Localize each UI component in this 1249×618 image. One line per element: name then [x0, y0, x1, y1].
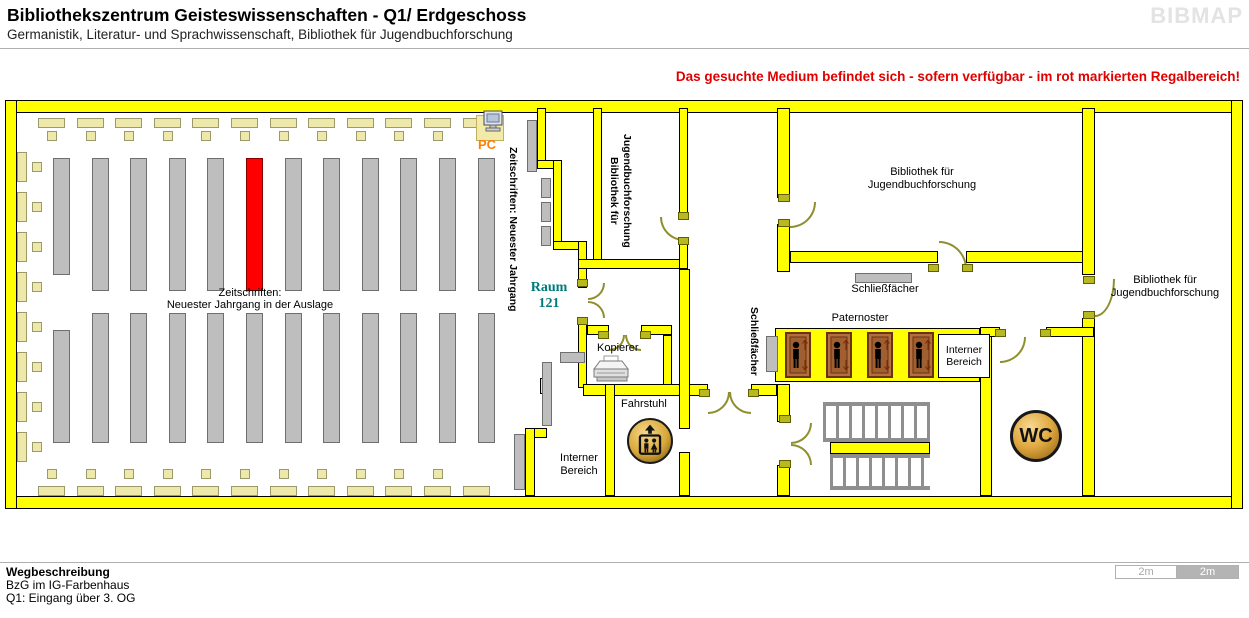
door-arc [790, 202, 816, 228]
reading-table [17, 152, 27, 182]
door-hinge [577, 317, 588, 325]
door-hinge [1083, 311, 1095, 319]
bookshelf [439, 158, 456, 291]
bookshelf [285, 313, 302, 443]
paternoster-door-icon [785, 332, 811, 378]
reading-table [317, 131, 327, 141]
pc-computer-icon [481, 109, 505, 135]
scale-bar [1115, 565, 1239, 579]
paternoster-door-icon [908, 332, 934, 378]
reading-table [47, 469, 57, 479]
door-arc [588, 301, 605, 318]
reading-table [463, 486, 490, 496]
reading-table [17, 432, 27, 462]
bookshelf [53, 158, 70, 275]
bookshelf [207, 313, 224, 443]
bookshelf [207, 158, 224, 291]
wall [777, 224, 790, 272]
zeitschriften-side-label: Zeitschriften: Neuester Jahrgang [507, 146, 519, 312]
door-hinge [995, 329, 1006, 337]
reading-table [115, 118, 142, 128]
locker-block [766, 336, 778, 372]
reading-table [308, 118, 335, 128]
reading-table [17, 272, 27, 302]
reading-table [231, 486, 258, 496]
wall [525, 428, 535, 496]
reading-table [347, 118, 374, 128]
page-subtitle: Germanistik, Literatur- und Sprachwissenschaft, Bibliothek für Jugendbuchforschung [7, 27, 513, 42]
wall [1231, 100, 1243, 509]
reading-table [192, 486, 219, 496]
wall [663, 335, 672, 386]
reading-table [17, 352, 27, 382]
bookshelf [130, 158, 147, 291]
highlight-notice: Das gesuchte Medium befindet sich - sofern verfügbar - im rot markierten Regalbereich! [675, 69, 1240, 84]
reading-table [394, 131, 404, 141]
bookshelf [130, 313, 147, 443]
door-hinge [678, 212, 689, 220]
bookshelf [169, 313, 186, 443]
reading-table [17, 232, 27, 262]
bookshelf [92, 313, 109, 443]
door-hinge [748, 389, 759, 397]
schliessfaecher-lockers [855, 273, 912, 283]
reading-table [77, 486, 104, 496]
reading-table [32, 442, 42, 452]
copier-icon [591, 353, 633, 383]
reading-table [32, 202, 42, 212]
bookshelf [400, 158, 417, 291]
schliessfaecher-label-top: Schließfächer [851, 283, 919, 295]
door-arc [791, 444, 812, 465]
reading-table [433, 131, 443, 141]
wc-label: WC [1019, 424, 1053, 447]
door-hinge [779, 460, 791, 468]
reading-table [47, 131, 57, 141]
schliessfaecher-label-vertical: Schließfächer [748, 306, 760, 376]
wall [1082, 318, 1095, 496]
door-arc [791, 423, 812, 444]
header-divider [0, 48, 1249, 49]
reading-table [201, 131, 211, 141]
locker-block [542, 362, 552, 426]
wall [679, 108, 688, 215]
reading-table [17, 392, 27, 422]
reading-table [270, 118, 297, 128]
reading-table [240, 131, 250, 141]
wall [605, 384, 615, 496]
bookshelf [323, 313, 340, 443]
scale-segment-light: 2m [1115, 565, 1177, 579]
reading-table [308, 486, 335, 496]
reading-table [154, 486, 181, 496]
reading-table [385, 486, 412, 496]
pc-label: PC [478, 137, 497, 152]
shelf-highlight-note: Zeitschriften: Neuester Jahrgang in der Auslage [166, 287, 334, 311]
reading-table [32, 362, 42, 372]
door-hinge [778, 219, 790, 227]
interner-bereich-label-right: Interner Bereich [945, 344, 983, 368]
bookshelf [169, 158, 186, 291]
reading-table [32, 402, 42, 412]
door-arc [1000, 337, 1026, 363]
door-hinge [962, 264, 973, 272]
wall [1082, 108, 1095, 275]
bookshelf [439, 313, 456, 443]
wall [790, 251, 938, 263]
bookshelf [53, 330, 70, 443]
reading-table [394, 469, 404, 479]
footer-heading: Wegbeschreibung [6, 565, 110, 579]
bookshelf [246, 313, 263, 443]
staircase-lower-flight [830, 454, 930, 490]
display-shelf [541, 178, 551, 198]
reading-table [192, 118, 219, 128]
bookshelf [478, 158, 495, 291]
display-shelf [514, 434, 525, 490]
reading-table [201, 469, 211, 479]
reading-table [86, 469, 96, 479]
footer-line1: BzG im IG-Farbenhaus [6, 578, 130, 592]
fahrstuhl-label: Fahrstuhl [621, 398, 667, 410]
paternoster-door-icon [826, 332, 852, 378]
reading-table [356, 131, 366, 141]
page-title: Bibliothekszentrum Geisteswissenschaften - Q1/ Erdgeschoss [7, 5, 527, 25]
door-hinge [577, 279, 588, 287]
reading-table [17, 192, 27, 222]
reading-table [231, 118, 258, 128]
wc-icon [1010, 410, 1062, 462]
wall [679, 452, 690, 496]
reading-table [279, 131, 289, 141]
bookshelf [362, 158, 379, 291]
door-hinge [778, 194, 790, 202]
bookshelf [285, 158, 302, 291]
elevator-icon [627, 418, 673, 464]
reading-table [124, 131, 134, 141]
door-hinge [779, 415, 791, 423]
reading-table [38, 118, 65, 128]
interner-bereich-box [938, 334, 990, 378]
reading-table [32, 162, 42, 172]
door-arc [588, 283, 605, 300]
bookshelf [478, 313, 495, 443]
door-hinge [1083, 276, 1095, 284]
display-shelf [541, 226, 551, 246]
door-hinge [928, 264, 939, 272]
reading-table [154, 118, 181, 128]
bibmap-logo: BIBMAP [1150, 3, 1243, 28]
reading-table [385, 118, 412, 128]
interner-bereich-label-mid: Interner Bereich [560, 452, 598, 477]
reading-table [424, 486, 451, 496]
bookshelf [323, 158, 340, 291]
wall [5, 100, 17, 509]
locker-block [560, 352, 585, 363]
door-hinge [1040, 329, 1051, 337]
room-label-jugendbuch-main: Bibliothek für Jugendbuchforschung [867, 166, 977, 191]
reading-table [124, 469, 134, 479]
kopierer-label: Kopierer [597, 342, 639, 354]
wall [593, 108, 602, 268]
reading-table [32, 322, 42, 332]
door-hinge [699, 389, 710, 397]
reading-table [163, 469, 173, 479]
staircase-landing [830, 442, 930, 454]
reading-table [38, 486, 65, 496]
footer-line2: Q1: Eingang über 3. OG [6, 591, 136, 605]
reading-table [86, 131, 96, 141]
bookshelf [400, 313, 417, 443]
reading-table [163, 131, 173, 141]
reading-table [279, 469, 289, 479]
reading-table [115, 486, 142, 496]
wall [777, 108, 790, 198]
footer-divider [0, 562, 1249, 563]
paternoster-label: Paternoster [831, 312, 889, 324]
room-number-121: Raum 121 [530, 280, 568, 311]
scale-segment-dark: 2m [1177, 565, 1239, 579]
reading-table [17, 312, 27, 342]
display-shelf [527, 120, 537, 172]
display-shelf [541, 202, 551, 222]
wall [777, 465, 790, 496]
wall [537, 108, 546, 168]
door-arc [708, 392, 730, 414]
bookshelf [362, 313, 379, 443]
reading-table [77, 118, 104, 128]
wall [1046, 327, 1094, 337]
wall [553, 160, 562, 249]
wall [679, 269, 690, 429]
reading-table [240, 469, 250, 479]
highlighted-bookshelf [246, 158, 263, 291]
wall [5, 496, 1243, 509]
reading-table [32, 282, 42, 292]
reading-table [32, 242, 42, 252]
reading-table [424, 118, 451, 128]
reading-table [270, 486, 297, 496]
wall [5, 100, 1243, 113]
room-label-jugendbuch-east: Bibliothek für Jugendbuchforschung [1110, 274, 1220, 299]
wall [966, 251, 1092, 263]
reading-table [433, 469, 443, 479]
bookshelf [92, 158, 109, 291]
reading-table [347, 486, 374, 496]
reading-table [317, 469, 327, 479]
staircase-upper-flight [823, 402, 930, 442]
reading-table [356, 469, 366, 479]
paternoster-door-icon [867, 332, 893, 378]
room-label-jugendbuch-small: Bibliothek für Jugendbuchforschung [608, 134, 633, 248]
door-hinge [598, 331, 609, 339]
door-hinge [678, 237, 689, 245]
door-hinge [640, 331, 651, 339]
